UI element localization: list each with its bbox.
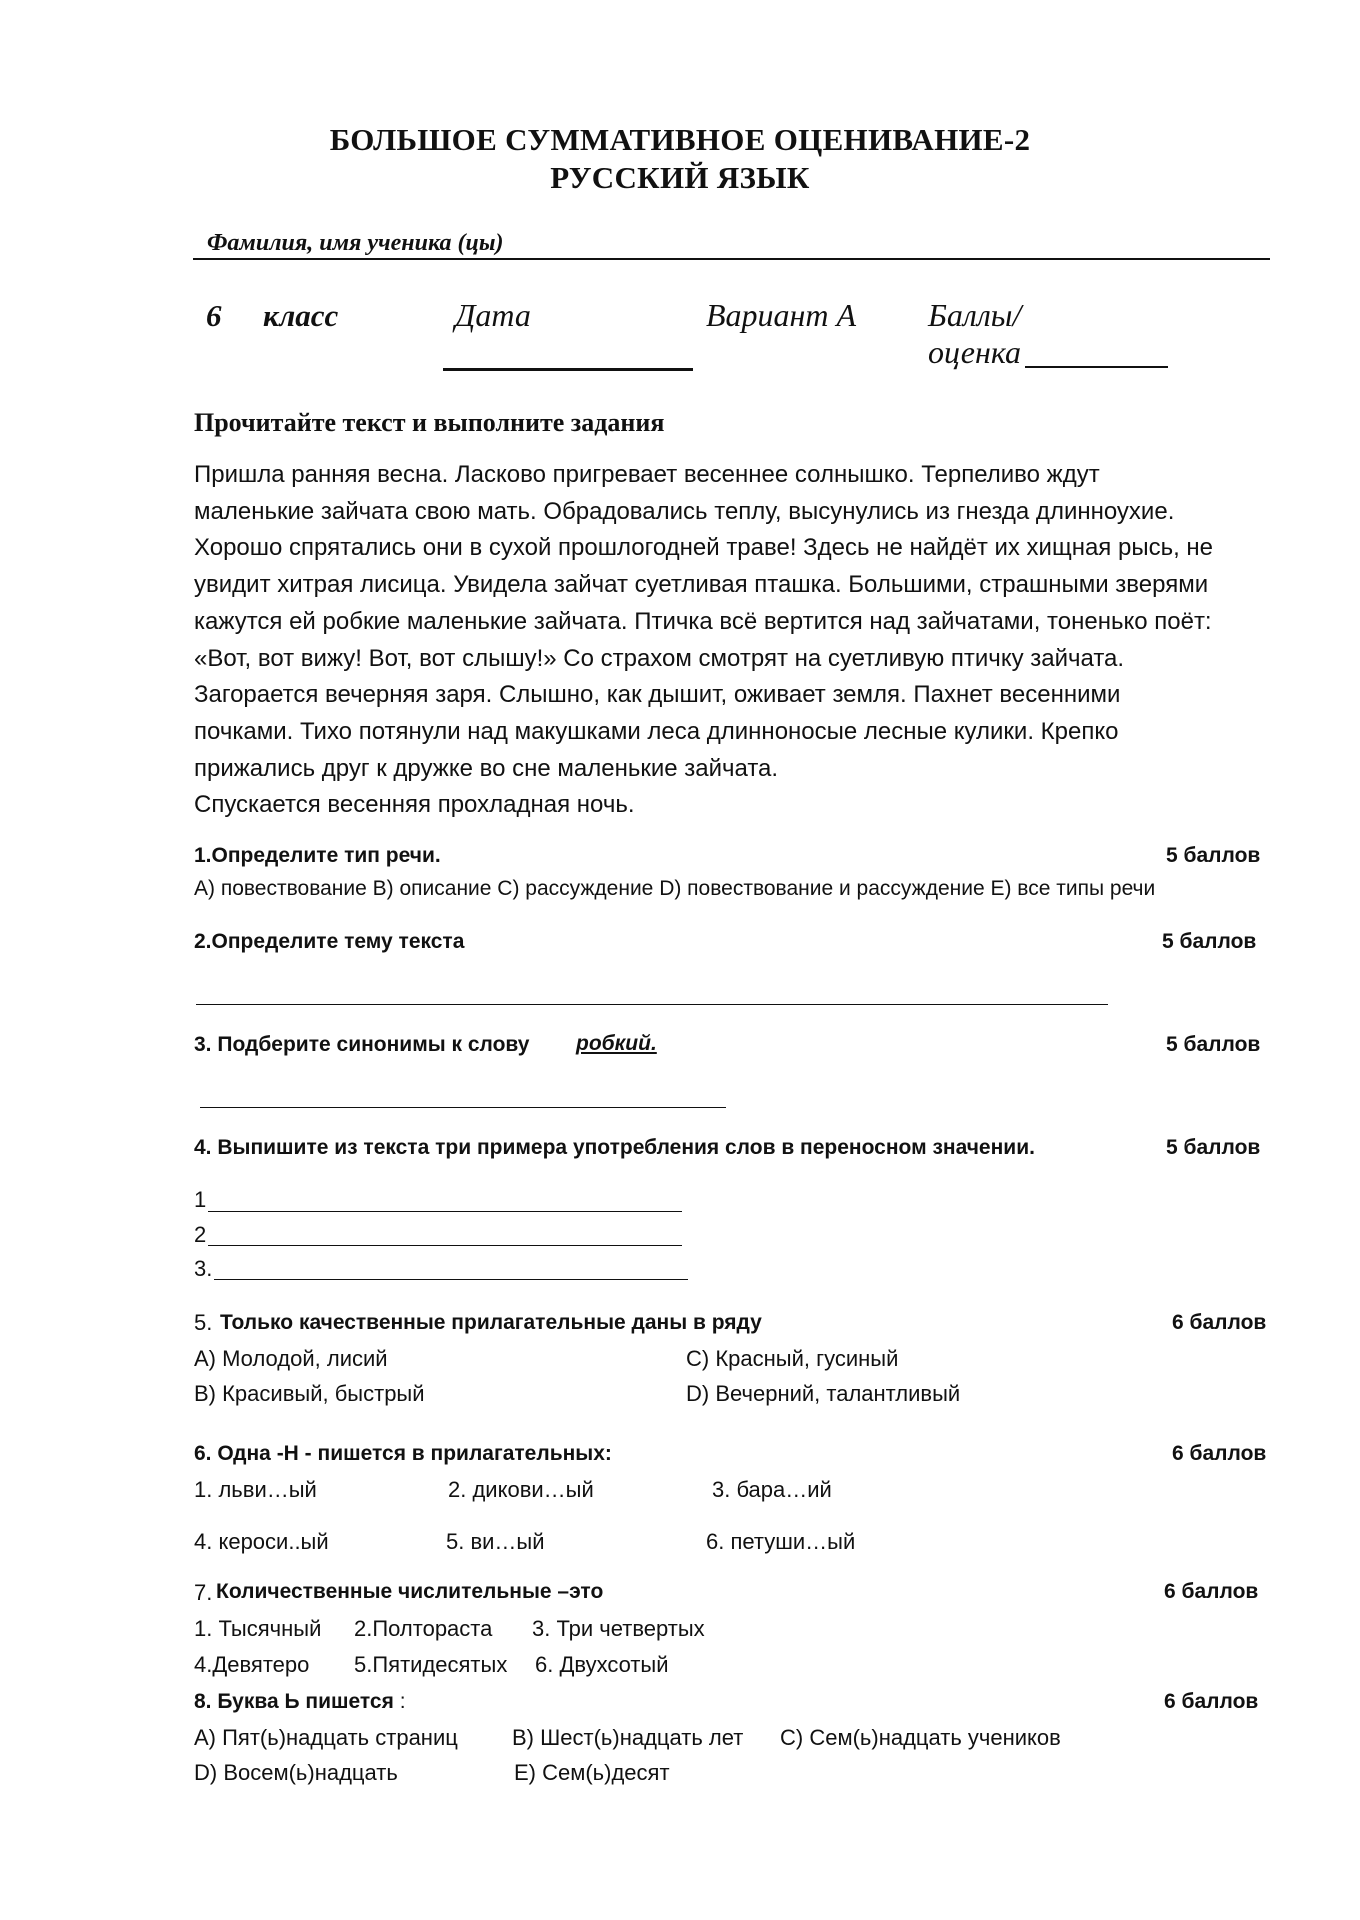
question-4-line-1-number: 1 [194,1187,207,1212]
text-line: Спускается весенняя прохладная ночь. [194,791,635,819]
question-7-option-5: 5.Пятидесятых [354,1652,508,1677]
question-8-option-e: Е) Сем(ь)десят [514,1760,670,1785]
question-8-label: 8. Буква Ь пишется [194,1690,394,1713]
question-8-option-c: С) Сем(ь)надцать учеников [780,1725,1061,1750]
question-5-option-c: С) Красный, гусиный [686,1346,899,1371]
text-line: «Вот, вот вижу! Вот, вот слышу!» Со страхом смотрят на суетливую птичку зайчата. [194,644,1125,672]
question-8-option-d: D) Восем(ь)надцать [194,1760,398,1785]
text-line: почками. Тихо потянули над макушками леса длинноносые лесные кулики. Крепко [194,717,1119,745]
variant-label: Вариант А [706,297,857,333]
grade-label: класс [263,298,339,333]
question-6-option-5: 5. ви…ый [446,1529,545,1554]
question-5: Только качественные прилагательные даны в ряду [220,1311,762,1334]
grade-mark-label: оценка [928,334,1022,370]
question-7-option-2: 2.Полтораста [354,1616,493,1641]
question-8-colon: : [393,1690,406,1713]
text-line: прижались друг к дружке во сне маленькие зайчата. [194,754,779,782]
question-7-option-4: 4.Девятеро [194,1652,310,1677]
question-8-option-a: А) Пят(ь)надцать страниц [194,1725,458,1750]
text-line: кажутся ей робкие маленькие зайчата. Птичка всё вертится над зайчатами, тоненько поёт: [194,607,1212,635]
question-5-points: 6 баллов [1172,1311,1267,1334]
question-3-points: 5 баллов [1166,1033,1261,1056]
question-7-option-6: 6. Двухсотый [535,1652,669,1677]
question-5-option-a: А) Молодой, лисий [194,1346,388,1371]
question-6-option-2: 2. дикови…ый [448,1477,594,1502]
question-5-number: 5. [194,1310,213,1335]
question-6-points: 6 баллов [1172,1442,1267,1465]
question-4-answer-line-2[interactable] [208,1245,682,1246]
question-4: 4. Выпишите из текста три примера употребления слов в переносном значении. [194,1136,1035,1159]
question-7-points: 6 баллов [1164,1580,1259,1603]
question-8 [194,1690,406,1714]
question-6-option-4: 4. кероси..ый [194,1529,329,1554]
question-5-option-b: В) Красивый, быстрый [194,1381,425,1406]
grade-number: 6 [206,298,222,333]
page-title: БОЛЬШОЕ СУММАТИВНОЕ ОЦЕНИВАНИЕ-2 [329,122,1031,157]
student-name-label: Фамилия, имя ученика (цы) [207,230,504,256]
question-5-option-d: D) Вечерний, талантливый [686,1381,961,1406]
question-6: 6. Одна -Н - пишется в прилагательных: [194,1442,612,1465]
text-line: маленькие зайчата свою мать. Обрадовались теплу, высунулись из гнезда длинноухие. [194,497,1175,525]
question-7-number: 7. [194,1580,213,1605]
student-name-field[interactable] [193,258,1270,260]
question-3-word: робкий. [576,1032,657,1055]
question-1-points: 5 баллов [1166,844,1261,867]
text-line: Загорается вечерняя заря. Слышно, как дышит, оживает земля. Пахнет весенними [194,681,1121,709]
question-8-points: 6 баллов [1164,1690,1259,1713]
question-1-options: А) повествование В) описание С) рассуждение D) повествование и рассуждение Е) все типы речи [194,877,1156,900]
score-label: Баллы/ [928,297,1022,333]
date-label: Дата [455,297,531,333]
question-2-answer-line[interactable] [196,1004,1108,1005]
question-4-answer-line-3[interactable] [214,1279,688,1280]
text-line: Хорошо спрятались они в сухой прошлогодней траве! Здесь не найдёт их хищная рысь, не [194,534,1214,562]
score-field[interactable] [1025,366,1168,368]
page-subtitle: РУССКИЙ ЯЗЫК [550,160,810,195]
date-field[interactable] [443,368,693,371]
question-3: 3. Подберите синонимы к слову [194,1033,530,1056]
instruction: Прочитайте текст и выполните задания [194,408,665,437]
question-2: 2.Определите тему текста [194,930,465,953]
question-6-option-6: 6. петуши…ый [706,1529,856,1554]
question-7: Количественные числительные –это [216,1580,604,1603]
question-4-answer-line-1[interactable] [208,1211,682,1212]
question-6-option-1: 1. льви…ый [194,1477,317,1502]
question-8-option-b: В) Шест(ь)надцать лет [512,1725,744,1750]
text-line: Пришла ранняя весна. Ласково пригревает весеннее солнышко. Терпеливо ждут [194,461,1100,488]
question-4-points: 5 баллов [1166,1136,1261,1159]
text-line: увидит хитрая лисица. Увидела зайчат суетливая пташка. Большими, страшными зверями [194,571,1209,599]
question-6-option-3: 3. бара…ий [712,1477,832,1502]
question-2-points: 5 баллов [1162,930,1257,953]
question-7-option-1: 1. Тысячный [194,1616,322,1641]
question-7-option-3: 3. Три четвертых [532,1616,705,1641]
reading-text [194,457,1324,824]
question-4-line-2-number: 2 [194,1222,207,1247]
question-1: 1.Определите тип речи. [194,844,441,867]
question-4-line-3-number: 3. [194,1256,213,1281]
question-3-answer-line[interactable] [200,1107,726,1108]
